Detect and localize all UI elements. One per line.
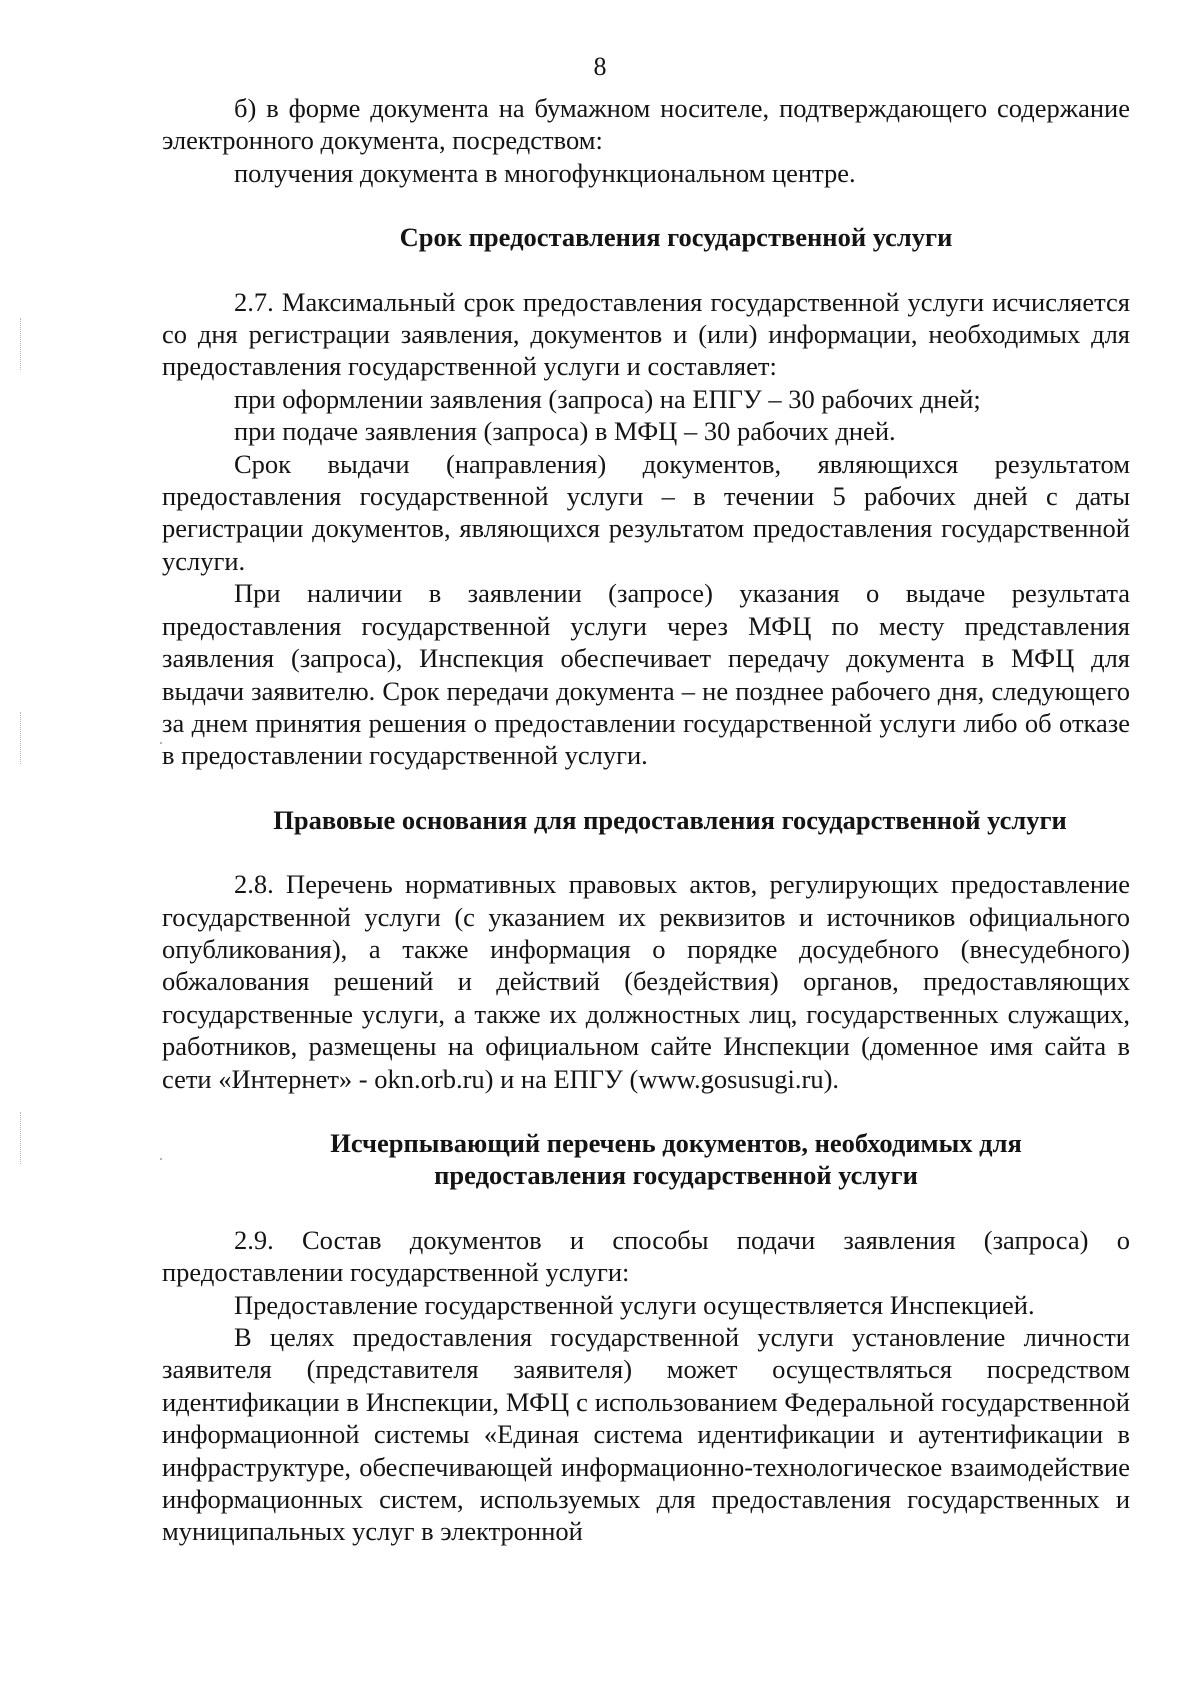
scan-margin-marks <box>20 712 23 764</box>
scan-margin-marks <box>20 1112 23 1164</box>
document-body <box>162 92 1130 1548</box>
heading-line: Исчерпывающий перечень документов, необходимых для <box>330 1127 1022 1158</box>
section-heading-documents <box>162 1127 1130 1192</box>
section-heading-term: Срок предоставления государственной услуги <box>399 222 953 253</box>
paragraph: 2.9. Состав документов и способы подачи заявления (запроса) о предоставлении государственной услуги: <box>162 1224 1130 1288</box>
paragraph: Предоставление государственной услуги осуществляется Инспекцией. <box>234 1289 1035 1320</box>
paragraph: В целях предоставления государственной услуги установление личности заявителя (представителя заявителя) может осуществляться посредством идентификации в Инспекции, МФЦ с использованием Федеральной государственной информационной системы «Единая система идентификации и аутентификации в инфраструктуре, обеспечивающей информационно-технологическое взаимодействие информационных систем, используемых для предоставления государственных и муниципальных услуг в электронной <box>162 1322 1130 1547</box>
paragraph: получения документа в многофункциональном центре. <box>234 157 856 188</box>
paragraph: 2.7. Максимальный срок предоставления государственной услуги исчисляется со дня регистрации заявления, документов и (или) информации, необходимых для предоставления государственной услуги и составляет: <box>162 286 1130 382</box>
heading-line: предоставления государственной услуги <box>434 1160 918 1191</box>
paragraph: при подаче заявления (запроса) в МФЦ – 30 рабочих дней. <box>234 416 896 447</box>
paragraph: при оформлении заявления (запроса) на ЕПГУ – 30 рабочих дней; <box>234 383 981 414</box>
paragraph: При наличии в заявлении (запросе) указания о выдаче результата предоставления государственной услуги через МФЦ по месту представления заявления (запроса), Инспекция обеспечивает передачу документа в МФЦ для выдачи заявителю. Срок передачи документа – не позднее рабочего дня, следующего за днем принятия решения о предоставлении государственной услуги либо об отказе в предоставлении государственной услуги. <box>162 578 1130 771</box>
scan-margin-marks <box>20 318 23 370</box>
page-number: 8 <box>593 52 607 81</box>
paragraph: б) в форме документа на бумажном носителе, подтверждающего содержание электронного документа, посредством: <box>162 93 1130 156</box>
paragraph: Срок выдачи (направления) документов, являющихся результатом предоставления государственной услуги – в течении 5 рабочих дней с даты регистрации документов, являющихся результатом предоставления государственной услуги. <box>162 448 1130 576</box>
section-heading-legal: Правовые основания для предоставления государственной услуги <box>273 804 1067 835</box>
paragraph: 2.8. Перечень нормативных правовых актов, регулирующих предоставление государственной услуги (с указанием их реквизитов и источников официального опубликования), а также информация о порядке досудебного (внесудебного) обжалования решений и действий (бездействия) органов, предоставляющих государственные услуги, а также их должностных лиц, государственных служащих, работников, размещены на официальном сайте Инспекции (доменное имя сайта в сети «Интернет» - okn.orb.ru) и на ЕПГУ (www.gosusugi.ru). <box>162 869 1130 1094</box>
